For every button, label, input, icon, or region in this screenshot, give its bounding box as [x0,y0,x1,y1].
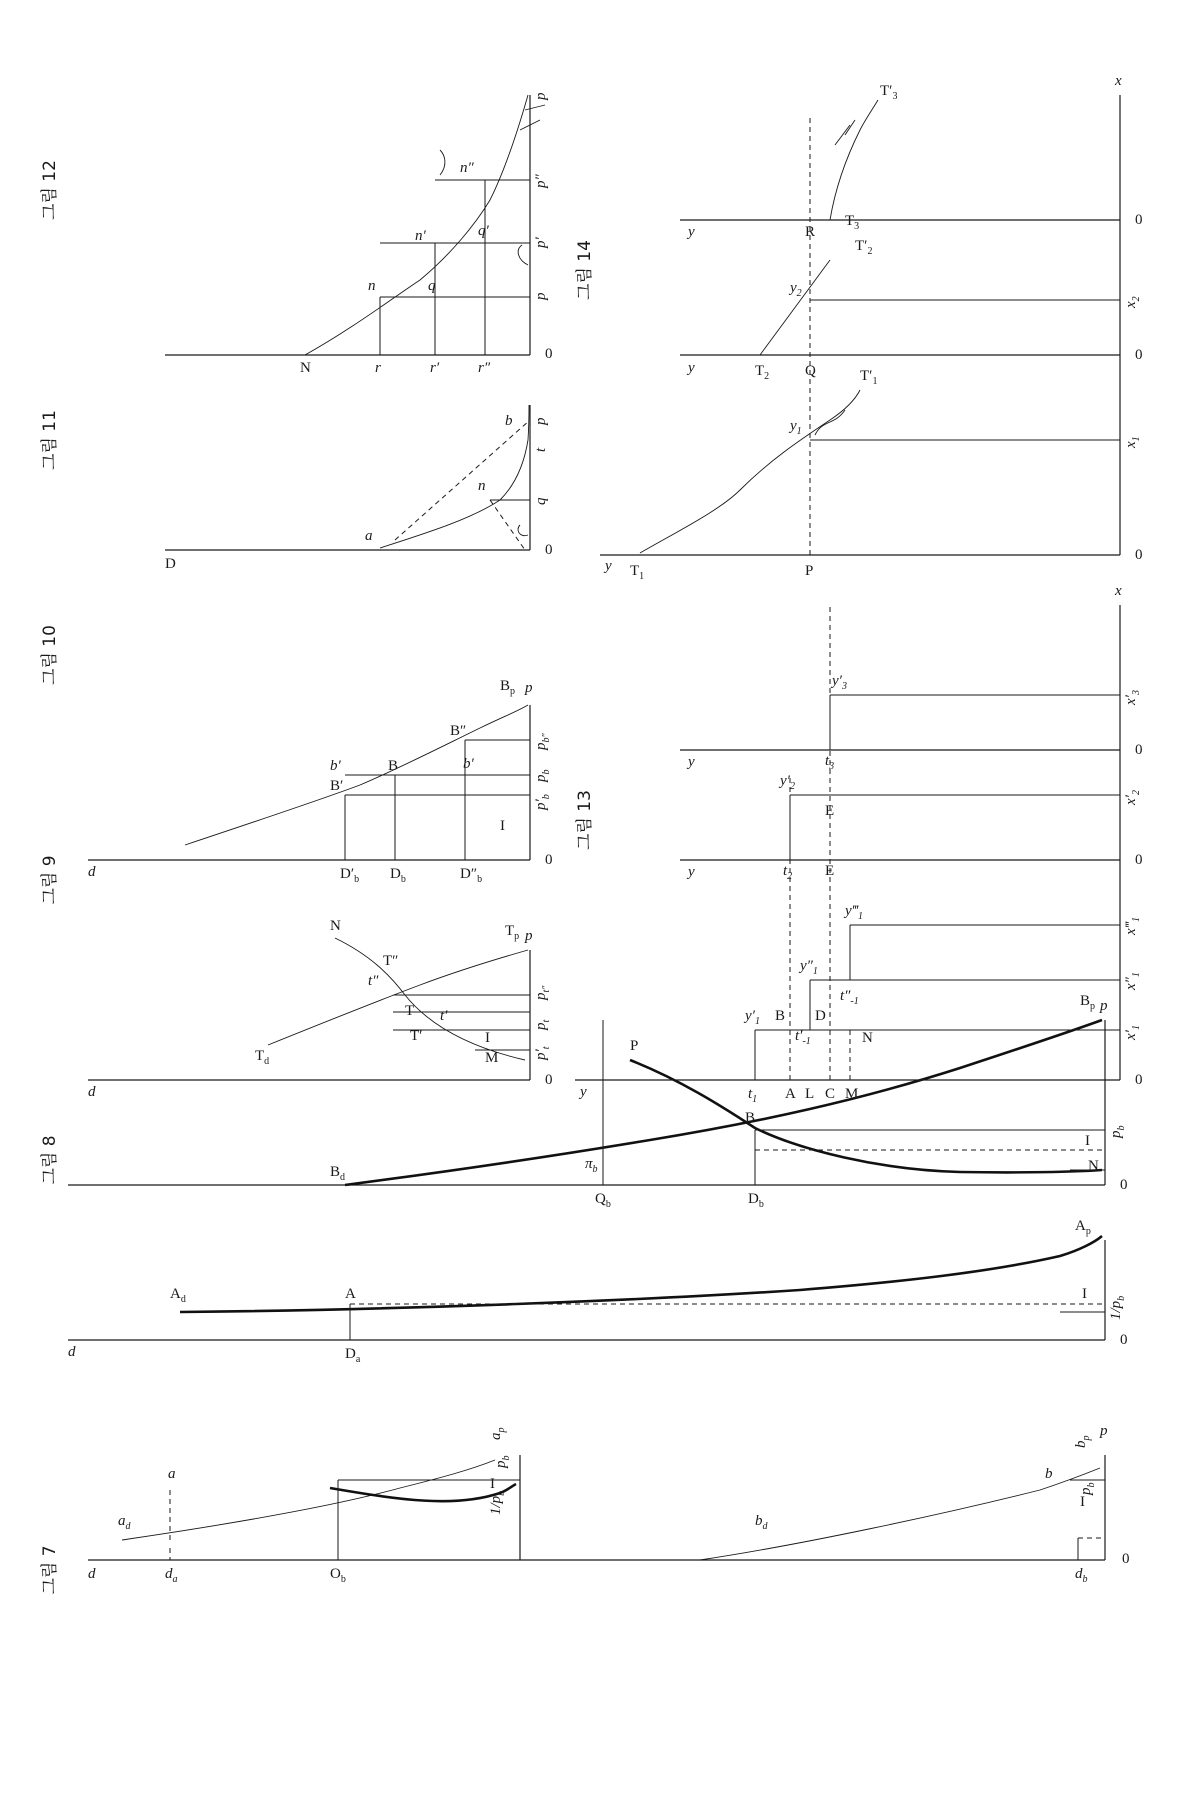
fig14-x2-label: $x_2$ [1123,296,1142,308]
fig13-N-label: N [862,1030,873,1046]
fig8-P-label: P [630,1038,639,1054]
figure-10 [39,625,553,885]
fig7-bd-label: $b_d$ [755,1513,768,1532]
figure-11 [39,405,553,572]
fig7-I2-label: I [1080,1494,1085,1510]
fig8-d-label: d [68,1344,76,1360]
fig7-origin-label: 0 [1122,1551,1130,1567]
fig9-Tpp-label: T″ [383,953,399,969]
fig8-pb-label: $p_b$ [1108,1125,1127,1138]
fig10-Db2-label: $D''_b$ [460,866,483,885]
fig7-a-label: a [168,1466,176,1482]
fig7-b-label: b [1045,1466,1053,1482]
figure-7 [39,1423,1130,1595]
fig8-B-curve [345,1020,1102,1185]
fig12-n-curve [305,95,528,355]
fig14-T1p-label: $T'_1$ [860,368,878,387]
fig14-T3-curve [830,100,878,220]
fig13-t3-label: $t_3$ [825,753,835,772]
fig7-da-label: $d_a$ [165,1566,178,1585]
fig10-title: 그림 10 [40,625,60,685]
fig13-x2p-label: $x'_2$ [1123,790,1142,805]
fig14-x1-label: $x_1$ [1123,436,1142,448]
fig13-B-label: B [775,1008,786,1024]
fig9-pt1-label: $p'_t$ [533,1046,552,1060]
fig10-d-label: d [88,864,96,880]
fig8-pi-b-label: $\pi_b$ [585,1156,598,1175]
fig13-x1p-label: $x'_1$ [1123,1025,1142,1040]
fig14-T2p-label: $T'_2$ [855,238,873,257]
fig7-I-label: I [490,1476,495,1492]
fig12-tick-2 [525,105,545,110]
fig12-p2-label: p″ [533,174,549,188]
fig14-T3p-label: $T'_3$ [880,83,898,102]
fig9-t2-label: t″ [368,973,379,989]
fig12-r2-label: r″ [478,360,491,376]
fig13-y3p-label: $y'_3$ [832,673,847,692]
fig12-q-label: q [428,278,436,294]
fig12-hook-2 [440,150,445,175]
fig12-r1-label: r′ [430,360,440,376]
fig10-Db1-label: $D'_b$ [340,866,360,885]
fig11-q-label: q [533,497,549,505]
fig10-pb1-label: $p'_b$ [533,794,552,810]
fig14-R-label: R [805,224,816,240]
fig7-inv-pb-label: $1/p_b$ [488,1490,507,1515]
fig13-x1pp-label: $x''_1$ [1123,972,1142,990]
fig14-tick-1 [835,125,850,145]
fig8-Ad-label: $A_d$ [170,1286,186,1305]
fig7-db-label: $d_b$ [1075,1566,1088,1585]
fig9-Tp1-label: T′ [410,1028,423,1044]
fig11-origin-label: 0 [545,542,553,558]
fig10-p-label: p [525,680,533,696]
fig13-origin-label: 0 [1135,1072,1143,1088]
fig13-y1p-label: $y'_1$ [745,1008,760,1027]
fig8-p-label: p [1100,998,1108,1014]
fig13-y3-label: y [688,754,695,770]
fig10-pb2-label: $p_{b''}$ [533,733,552,750]
fig7-pb2-label: $p_b$ [1078,1482,1097,1495]
fig14-T2-label: $T_2$ [755,363,770,382]
fig13-D-label: D [815,1008,826,1024]
fig11-a-dash [395,420,530,540]
fig8-Ap-label: $A_p$ [1075,1218,1091,1237]
fig7-ap-label: $a_p$ [488,1427,507,1440]
fig7-title: 그림 7 [40,1545,60,1595]
fig8-origin-upper-label: 0 [1120,1332,1128,1348]
fig9-N-curve [335,938,525,1060]
fig13-E-label: E [825,863,835,879]
fig12-p1-label: p′ [533,237,549,248]
fig10-Bpp-label: B″ [450,723,467,739]
fig12-title: 그림 12 [40,160,60,220]
fig9-d-label: d [88,1084,96,1100]
fig12-q1-label: q′ [478,223,489,239]
fig10-Bp-label: $B_p$ [500,678,516,697]
fig14-T1-curve [640,390,860,553]
fig13-y2p-label: $y'_2$ [780,773,795,792]
fig14-y2-label: $y_2$ [790,280,802,299]
fig7-bp-label: $b_p$ [1073,1435,1092,1448]
fig14-loop [815,410,845,435]
fig11-n-label: n [478,478,486,494]
fig7-d-label: d [88,1566,96,1582]
fig12-n1-label: n′ [415,228,426,244]
fig8-A-curve [180,1236,1102,1312]
fig11-t-label: t [533,447,549,452]
fig14-y-label: y [605,558,612,574]
fig12-n2-label: n″ [460,160,474,176]
fig12-r-label: r [375,360,381,376]
fig8-N-label: N [1088,1158,1099,1174]
fig8-B-label: B [745,1110,756,1126]
figure-14 [574,73,1143,582]
fig13-E2-label: E [825,803,835,819]
fig7-Ob-label: $O_b$ [330,1566,346,1585]
fig14-x-label: x [1115,73,1122,89]
fig14-Q-label: Q [805,363,816,379]
fig9-Td-label: $T_d$ [255,1048,270,1067]
fig9-p-label: p [525,928,533,944]
fig10-I-label: I [500,818,505,834]
fig10-Db-label: $D_b$ [390,866,406,885]
fig10-pb-label: $p_b$ [533,769,552,782]
fig9-t1-label: t′ [440,1008,448,1024]
fig13-A-label: A [785,1086,796,1102]
figure-13 [574,583,1143,1105]
fig14-y2-label: y [688,360,695,376]
fig12-p0-label: p [533,292,549,300]
fig13-L-label: L [805,1086,815,1102]
fig13-t-1p-label: $t'_{-1}$ [795,1028,811,1047]
fig8-Bp-label: $B_p$ [1080,993,1096,1012]
fig9-I-label: I [485,1030,490,1046]
fig11-D-label: D [165,556,176,572]
fig12-n-label: n [368,278,376,294]
fig11-p-label: p [533,417,549,425]
fig9-N-label: N [330,918,341,934]
fig14-T3-label: $T_3$ [845,213,860,232]
fig14-T2-curve [760,260,830,355]
fig8-I-label: I [1082,1286,1087,1302]
fig8-Qb-label: $Q_b$ [595,1191,611,1210]
fig13-t2-label: $t_2$ [783,863,793,882]
fig13-origin-2-label: 0 [1135,852,1143,868]
fig10-bp2-label: b′ [463,756,474,772]
fig13-y2-label: y [688,864,695,880]
fig12-p-label: p [533,92,549,100]
fig9-T-label: T [405,1003,415,1019]
fig10-Bp1-label: B′ [330,778,344,794]
fig14-origin-3-label: 0 [1135,212,1143,228]
fig7-pb-label: $p_b$ [493,1455,512,1468]
fig12-hook-1 [518,245,528,265]
fig14-origin-label: 0 [1135,547,1143,563]
figure-8 [39,993,1128,1365]
fig9-Tp-label: $T_p$ [505,923,520,942]
fig14-tick-2 [845,120,855,135]
fig13-title: 그림 13 [575,790,595,850]
fig12-origin-label: 0 [545,346,553,362]
fig9-pt2-label: $p_{t''}$ [533,985,552,1000]
fig8-title: 그림 8 [40,1135,60,1185]
fig9-origin-label: 0 [545,1072,553,1088]
fig14-y1-label: $y_1$ [790,418,802,437]
figure-12 [39,92,553,376]
fig8-Bd-label: $B_d$ [330,1164,346,1183]
fig14-origin-2-label: 0 [1135,347,1143,363]
fig9-pt-label: $p_t$ [533,1019,552,1030]
fig13-origin-3-label: 0 [1135,742,1143,758]
fig13-M-label: M [845,1086,859,1102]
fig8-origin-lower-label: 0 [1120,1177,1128,1193]
fig8-Db-label: $D_b$ [748,1191,764,1210]
fig13-x1ppp-label: $x‴_1$ [1123,917,1142,935]
fig8-P-curve [630,1060,1102,1172]
fig14-title: 그림 14 [575,240,595,300]
fig13-y1pp-label: $y''_1$ [800,958,818,977]
fig13-x3p-label: $x'_3$ [1123,690,1142,705]
fig11-hook [518,525,528,536]
fig10-bp1-label: b′ [330,758,341,774]
fig10-B-label: B [388,758,399,774]
figure-9 [39,855,553,1100]
fig13-t1-label: $t_1$ [748,1086,758,1105]
fig14-T1-label: $T_1$ [630,563,645,582]
fig14-P-label: P [805,563,814,579]
fig10-origin-label: 0 [545,852,553,868]
fig14-y3-label: y [688,224,695,240]
fig11-a-label: a [365,528,373,544]
fig7-ad-label: $a_d$ [118,1513,131,1532]
fig13-y1ppp-label: $y‴_1$ [845,903,863,922]
fig8-A-label: A [345,1286,356,1302]
fig13-y-label: y [580,1084,587,1100]
fig8-inv-pb-label: $1/p_b$ [1108,1295,1127,1320]
fig12-N-label: N [300,360,311,376]
fig11-b-label: b [505,413,513,429]
fig13-x-label: x [1115,583,1122,599]
fig8-I2-label: I [1085,1133,1090,1149]
fig13-C-label: C [825,1086,836,1102]
fig7-p-label: p [1100,1423,1108,1439]
fig11-title: 그림 11 [40,410,60,470]
fig8-Da-label: $D_a$ [345,1346,361,1365]
fig13-t-1pp-label: $t''_{-1}$ [840,988,859,1007]
fig9-title: 그림 9 [40,855,60,905]
fig9-M-label: M [485,1050,499,1066]
